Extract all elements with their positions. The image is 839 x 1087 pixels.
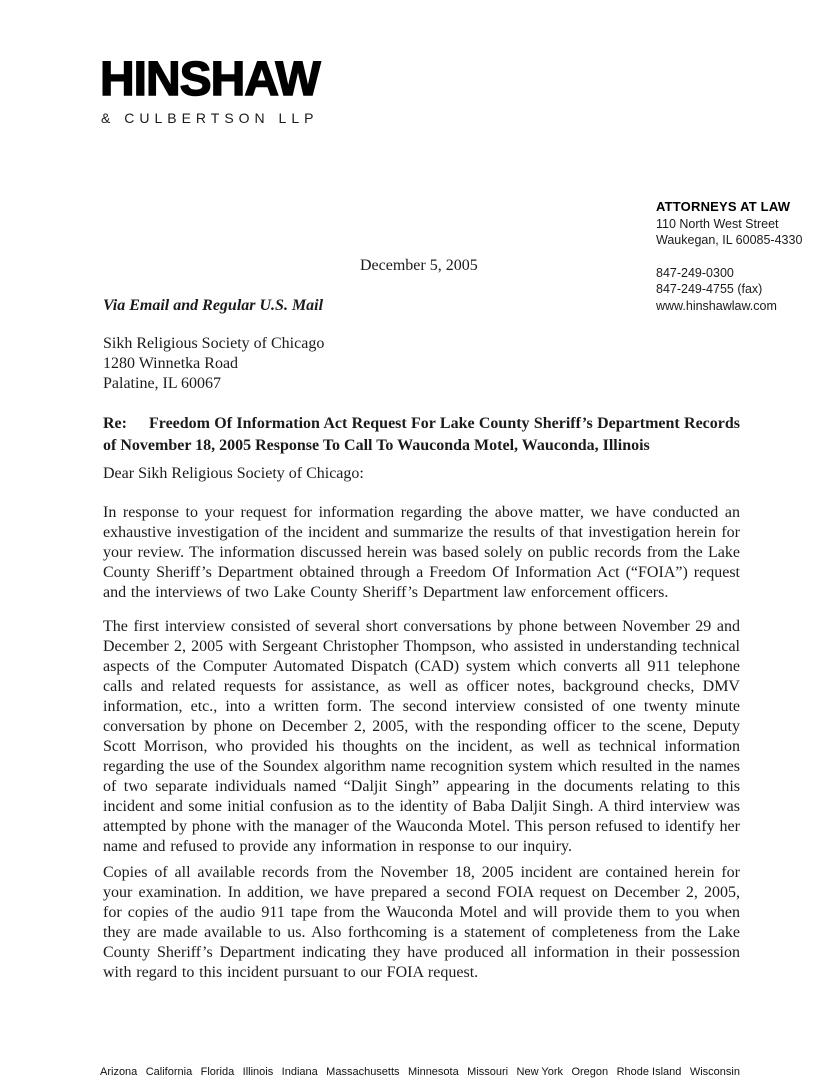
firm-contact-group bbox=[656, 265, 826, 315]
footer-state: Illinois bbox=[242, 1066, 274, 1078]
footer-state: Rhode Island bbox=[616, 1066, 682, 1078]
footer-state: Wisconsin bbox=[689, 1066, 740, 1078]
re-line bbox=[103, 413, 740, 457]
firm-phone: 847-249-0300 bbox=[656, 265, 734, 280]
footer-state: Massachusetts bbox=[326, 1066, 400, 1078]
firm-fax: 847-249-4755 (fax) bbox=[656, 282, 763, 296]
recipient-city-zip: Palatine, IL 60067 bbox=[103, 375, 222, 392]
footer-state: Minnesota bbox=[407, 1066, 459, 1078]
attorneys-at-law-label: ATTORNEYS AT LAW bbox=[656, 199, 791, 214]
body-paragraph-2: The first interview consisted of several short conversations by phone between November 29 and December 2, 2005 with Sergeant Christopher Thompson, who assisted in understanding technical aspects of the Computer Automated Dispatch (CAD) system which converts all 911 telephone calls and related requests for assistance, as well as officer notes, background checks, DMV information, etc., into a written form. The second interview consisted of one twenty minute conversation by phone on December 2, 2005, with the responding officer to the scene, Deputy Scott Morrison, who provided his thoughts on the incident, as well as technical information regarding the use of the Soundex algorithm name recognition system which resulted in the names of two separate individuals named “Daljit Singh” appearing in the documents relating to this incident and some initial confusion as to the identity of Baba Daljit Singh. A third interview was attempted by phone with the manager of the Wauconda Motel. This person refused to identify her name and refused to provide any information in response to our inquiry. bbox=[103, 618, 740, 855]
footer-state: Indiana bbox=[281, 1066, 318, 1078]
footer-state: Oregon bbox=[571, 1066, 609, 1078]
recipient-street: 1280 Winnetka Road bbox=[103, 355, 239, 372]
re-subject: Freedom Of Information Act Request For Lake County Sheriff’s Department Records of November 18, 2005 Response To Call To Wauconda Motel, Wauconda, Illinois bbox=[103, 415, 740, 454]
footer-state: New York bbox=[516, 1066, 564, 1078]
firm-logo-name: HINSHAW bbox=[100, 53, 320, 106]
body-paragraph-3: Copies of all available records from the November 18, 2005 incident are contained herein for your examination. In addition, we have prepared a second FOIA request on December 2, 2005, for copies of the audio 911 tape from the Wauconda Motel and will provide them to you when they are made available to us. Also forthcoming is a statement of completeness from the Lake County Sheriff’s Department indicating they have produced all information in their possession with regard to this incident pursuant to our FOIA request. bbox=[103, 864, 740, 981]
re-label: Re: bbox=[103, 415, 127, 432]
footer-state: Florida bbox=[200, 1066, 235, 1078]
firm-city-zip: Waukegan, IL 60085-4330 bbox=[656, 233, 803, 247]
body-paragraph-1: In response to your request for information regarding the above matter, we have conducted an exhaustive investigation of the incident and summarize the results of that investigation herein for your review. The information discussed herein was based solely on public records from the Lake County Sheriff’s Department obtained through a Freedom Of Information Act (“FOIA”) request and the interviews of two Lake County Sheriff’s Department law enforcement officers. bbox=[103, 504, 740, 601]
firm-street: 110 North West Street bbox=[656, 216, 779, 231]
delivery-method: Via Email and Regular U.S. Mail bbox=[103, 297, 324, 314]
firm-logo-subname: & CULBERTSON LLP bbox=[101, 110, 319, 126]
letter-date: December 5, 2005 bbox=[360, 257, 478, 274]
firm-website: www.hinshawlaw.com bbox=[656, 298, 777, 313]
recipient-address-block bbox=[103, 334, 324, 394]
footer-state: Arizona bbox=[100, 1066, 138, 1078]
footer-state: Missouri bbox=[467, 1066, 509, 1078]
recipient-name: Sikh Religious Society of Chicago bbox=[103, 335, 325, 352]
firm-info-block bbox=[656, 199, 826, 314]
footer-state: California bbox=[145, 1066, 193, 1078]
footer-states-line bbox=[100, 1066, 740, 1078]
salutation: Dear Sikh Religious Society of Chicago: bbox=[103, 465, 364, 482]
